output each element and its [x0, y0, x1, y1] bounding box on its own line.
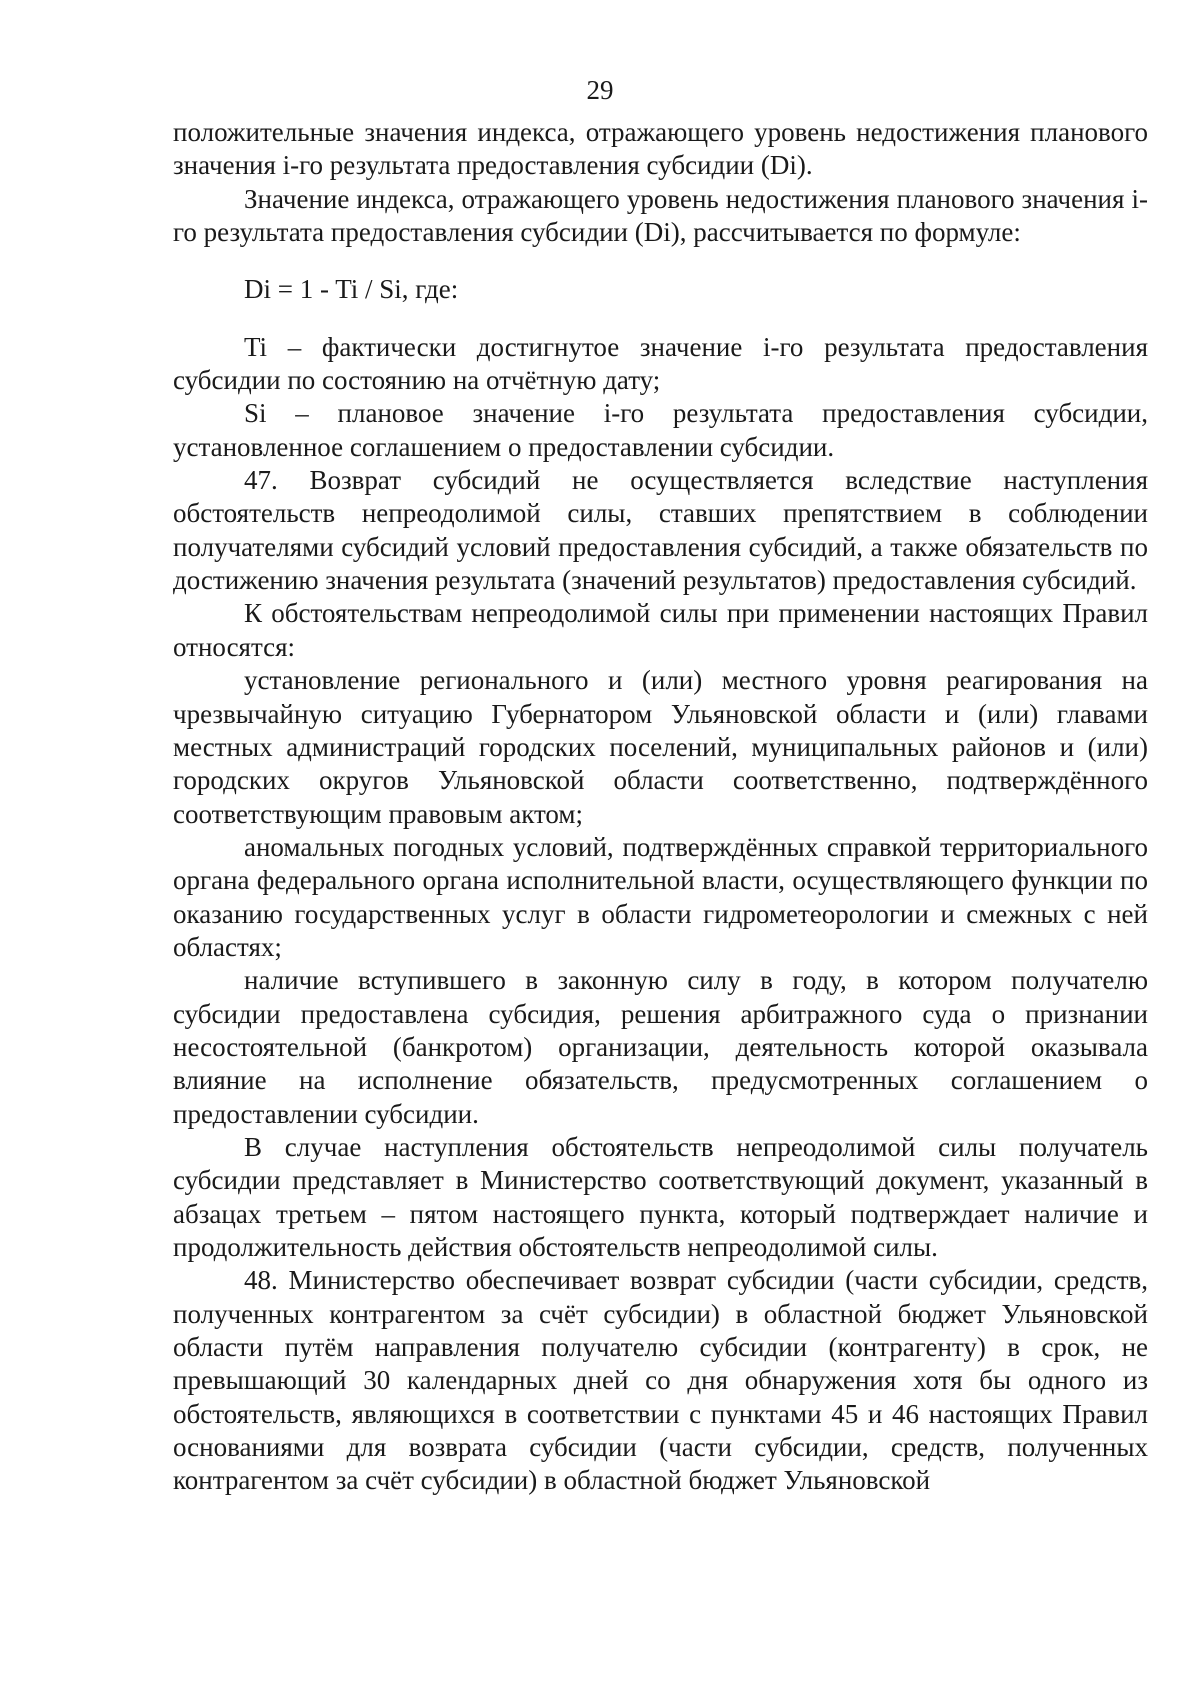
page-number: 29 — [586, 75, 614, 105]
paragraph-item-48: 48. Министерство обеспечивает возврат субсидии (части субсидии, средств, полученных контрагентом за счёт субсидии) в областной бюджет Ульяновской области путём направления получателю субсидии (контрагенту) в срок, не превышающий 30 календарных дней со дня обнаружения хотя бы одного из обстоятельств, являющихся в соответствии с пунктами 45 и 46 настоящих Правил основаниями для возврата субсидии (части субсидии, средств, полученных контрагентом за счёт субсидии) в областной бюджет Ульяновской — [173, 1265, 1148, 1496]
paragraph-abnormal-weather: аномальных погодных условий, подтверждённых справкой территориального органа федерального органа исполнительной власти, осуществляющего функции по оказанию государственных услуг в области гидрометеорологии и смежных с ней областях; — [173, 831, 1148, 962]
paragraph-bankruptcy: наличие вступившего в законную силу в году, в котором получателю субсидии предоставлена субсидия, решения арбитражного суда о признании несостоятельной (банкротом) организации, деятельность которой оказывала влияние на исполнение обязательств, предусмотренных соглашением о предоставлении субсидии. — [173, 965, 1148, 1129]
document-body — [173, 116, 1148, 1498]
paragraph-continuation: положительные значения индекса, отражающего уровень недостижения планового значения i-го результата предоставления субсидии (Di). — [173, 117, 1148, 181]
paragraph-si-definition: Si – плановое значение i-го результата предоставления субсидии, установленное соглашением о предоставлении субсидии. — [173, 398, 1148, 462]
paragraph-force-majeure-intro: К обстоятельствам непреодолимой силы при применении настоящих Правил относятся: — [173, 598, 1148, 662]
paragraph-ti-definition: Ti – фактически достигнутое значение i-го результата предоставления субсидии по состоянию на отчётную дату; — [173, 331, 1148, 396]
paragraph-item-47: 47. Возврат субсидий не осуществляется вследствие наступления обстоятельств непреодолимой силы, ставших препятствием в соблюдении получателями субсидий условий предоставления субсидий, а также обязательств по достижению значения результата (значений результатов) предоставления субсидий. — [173, 465, 1148, 596]
formula: Di = 1 - Ti / Si, где: — [244, 274, 459, 305]
paragraph-force-majeure-document: В случае наступления обстоятельств непреодолимой силы получатель субсидии представляет в Министерство соответствующий документ, указанный в абзацах третьем – пятом настоящего пункта, который подтверждает наличие и продолжительность действия обстоятельств непреодолимой силы. — [173, 1131, 1148, 1262]
paragraph-index-definition: Значение индекса, отражающего уровень недостижения планового значения i-го результата предоставления субсидии (Di), рассчитывается по формуле: — [173, 183, 1148, 248]
paragraph-emergency-level: установление регионального и (или) местного уровня реагирования на чрезвычайную ситуацию Губернатором Ульяновской области и (или) главами местных администраций городских поселений, муниципальных районов и (или) городских округов Ульяновской области соответственно, подтверждённого соответствующим правовым актом; — [173, 665, 1148, 829]
